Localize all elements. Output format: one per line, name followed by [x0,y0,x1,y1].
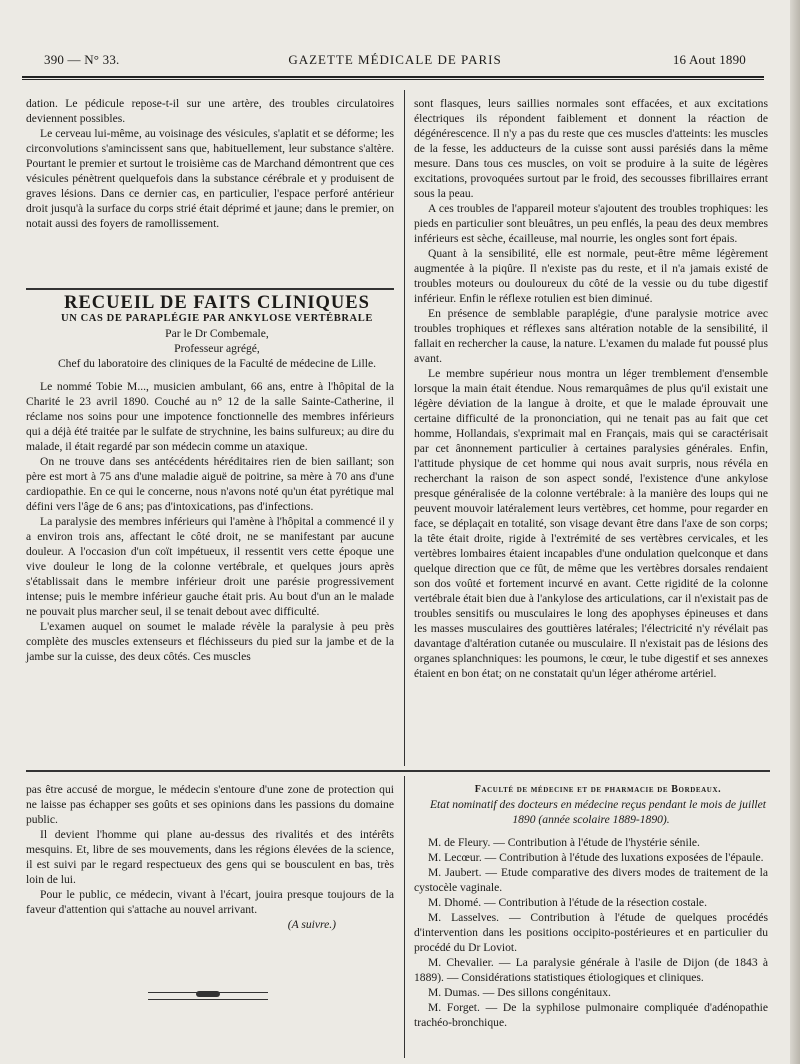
author-title: Professeur agrégé, [174,342,260,355]
column-divider-bottom [404,776,405,1058]
header-rule [22,76,764,80]
list-item: M. Lecœur. — Contribution à l'étude des luxations exposées de l'épaule. [428,851,764,864]
list-item: M. Lasselves. — Contribution à l'étude de quelques procédés d'intervention dans les positions occipito-postérieures et en particulier du procédé du Dr Loviot. [414,911,768,954]
bottom-left-column [26,782,394,932]
paragraph: Le nommé Tobie M..., musicien ambulant, 66 ans, entre à l'hôpital de la Charité le 23 avril 1890. Couché au n° 12 de la salle Sainte-Catherine, il réclame nos soins pour une impotence fonctionnelle des membres inférieurs qui a déjà été traitée par le sulfate de strychnine, les bains sulfureux; au dire du malade, il était regardé par son médecin comme un ataxique. [26,380,394,453]
paragraph: sont flasques, leurs saillies normales sont effacées, et aux excitations électriques ils répondent faiblement et donnent la réaction de dégénérescence. Il n'y a pas du reste que ces muscles d'atteints: les muscles de la fesse, les adducteurs de la cuisse sont aussi parésiés dans la même mesure. Dans tous ces muscles, on voit se produire à la suite de légères excitations, provoquées surtout par le froid, des secousses fibrillaires errant sous la peau. [414,97,768,200]
section-rule [26,288,394,290]
article-title: UN CAS DE PARAPLÉGIE PAR ANKYLOSE VERTÉBRALE [61,313,373,324]
journal-title: GAZETTE MÉDICALE DE PARIS [288,52,502,67]
ornament-divider [148,992,268,1000]
to-be-continued: (A suivre.) [287,918,336,931]
paragraph: Il devient l'homme qui plane au-dessus des rivalités et des intérêts mesquins. Et, libre de ses mouvements, dans les régions élevées de la science, il est suivi par le regard respectueux des gens qui se bousculent en bas, très loin de lui. [26,828,394,886]
list-item: M. Dhomé. — Contribution à l'étude de la résection costale. [428,896,707,909]
page-number: 390 — N° 33. [44,52,120,67]
list-item: M. de Fleury. — Contribution à l'étude de l'hystérie sénile. [428,836,700,849]
section-title: RECUEIL DE FAITS CLINIQUES [64,293,370,313]
list-item: M. Chevalier. — La paralysie générale à l'asile de Dijon (de 1843 à 1889). — Considérations statistiques étiologiques et cliniques. [414,956,768,984]
left-column-top [26,96,394,231]
paragraph: En présence de semblable paraplégie, d'une paralysie motrice avec troubles trophiques et réflexes sans altération notable de la sensibilité, il fallait en rechercher la cause, la nature. L'examen du malade fut poussé plus avant. [414,307,768,365]
issue-date: 16 Aout 1890 [672,52,746,67]
paragraph: La paralysie des membres inférieurs qui l'amène à l'hôpital a commencé il y a environ trois ans, affectant le côté droit, ne se manifestant par aucune douleur. A l'occasion d'un coït impétueux, il ressentit vers cette époque une vive douleur le long de la colonne vertébrale, et quelques jours après s'établissait dans le membre inférieur droit une parésie progressivement intense; puis le membre inférieur gauche était pris. Au bout d'un an le malade ne pouvait plus marcher seul, il se tenait debout avec difficulté. [26,515,394,618]
author-affiliation: Chef du laboratoire des cliniques de la Faculté de médecine de Lille. [57,357,377,370]
feuilleton-rule [26,770,770,772]
paragraph: Quant à la sensibilité, elle est normale, peut-être même légèrement augmentée à la piqûre. Il n'existe pas du reste, et il n'a jamais existé de troubles moteurs ou douloureux du côté de la vessie ou du tube digestif inférieur. Enfin le réflexe rotulien est bien diminué. [414,247,768,305]
right-column-case [414,96,768,681]
paragraph: On ne trouve dans ses antécédents héréditaires rien de bien saillant; son père est mort à 75 ans d'une maladie aiguë de poitrine, sa mère à 70 ans d'une cardiopathie. En ce qui le concerne, nous n'avons noté qu'un état pyrétique mal défini vers l'âge de 6 ans; pas d'intoxications, pas d'infections. [26,455,394,513]
paragraph: pas être accusé de morgue, le médecin s'entoure d'une zone de protection qui ne laisse pas échapper ses goûts et ses opinions dans les passions du domaine public. [26,783,394,826]
paragraph: Le membre supérieur nous montra un léger tremblement d'ensemble lorsque la main était étendue. Nous remarquâmes de plus qu'il existait une légère déviation de la langue à droite, et que le malade éprouvait une certaine difficulté de la prononciation, qui ne tenait pas au fait que cet homme, Hollandais, s'exprimait mal en Français, mais qui se caractérisait par cet ânonnement particulier à certaines paralysies générales. Enfin, l'attitude physique de cet homme qui nous avait surpris, nous révéla en recherchant la raison de son aspect sondé, l'existence d'une ankylose presque généralisée de la colonne vertébrale: à la manière des loups qui ne peuvent mouvoir latéralement leurs vertèbres, cet homme, pour regarder en face, se déplaçait en totalité, son visage devant être dans l'axe de son corps; la tête était droite, rigide à l'extrémité de ses vertèbres cervicales, et les vertèbres lombaires étaient incapables d'une ondulation quelconque et dans quelque direction que ce fût, de même que les vertèbres dorsales rendaient son dos voûté et fortement incurvé en avant. Cette rigidité de la colonne vertébrale était bien due à l'ankylose des articulations, car il n'existait pas de troubles sensitifs ou musculaires le long des apophyses épineuses et dans les masses musculaires des gouttières latérales; l'électricité n'y révélait pas davantage d'altération cutanée ou musculaire. Il n'existait pas de lésions des organes splanchniques: les poumons, le cœur, le tube digestif et ses annexes étaient en bon état; on ne constatait qu'un léger athérome artériel. [414,367,768,680]
list-item: M. Forget. — De la syphilose pulmonaire compliquée d'adénopathie trachéo-bronchique. [414,1001,768,1029]
list-item: M. Jaubert. — Etude comparative des divers modes de traitement de la cystocèle vaginale. [414,866,768,894]
paragraph: Le cerveau lui-même, au voisinage des vésicules, s'aplatit et se déforme; les circonvolutions s'amincissent sans que, habituellement, leur substance s'altère. Pourtant le premier et surtout le troisième cas de Marchand démontrent que ces vésicules pénètrent quelquefois dans la substance cérébrale et y produisent de graves lésions. Dans ce dernier cas, en particulier, l'espace perforé antérieur droit jusqu'à la surface du corps strié était déprimé et jaune; dans le premier, on notait aussi des foyers de ramollissement. [26,127,394,230]
faculty-list [414,782,768,1030]
column-divider [404,90,405,766]
author-line: Par le Dr Combemale, [165,327,269,340]
left-column-case [26,293,394,664]
list-item: M. Dumas. — Des sillons congénitaux. [428,986,611,999]
faculty-title: Faculté de médecine et de pharmacie de Bordeaux. [474,784,722,795]
page-edge [790,0,800,1064]
paragraph: L'examen auquel on soumet le malade révèle la paralysie à peu près complète des muscles extenseurs et fléchisseurs du pied sur la jambe et de la jambe sur la cuisse, des deux côtés. Ces muscles [26,620,394,663]
paragraph: A ces troubles de l'appareil moteur s'ajoutent des troubles trophiques: les pieds en particulier sont bleuâtres, un peu enflés, la peau des deux membres inférieurs est sèche, écailleuse, mal nourrie, les ongles sont fort épais. [414,202,768,245]
paragraph: dation. Le pédicule repose-t-il sur une artère, des troubles circulatoires deviennent possibles. [26,97,394,125]
paragraph: Pour le public, ce médecin, vivant à l'écart, jouira presque toujours de la faveur d'attention qui s'attache au nouvel arrivant. [26,888,394,916]
page-header [30,52,760,74]
faculty-subtitle: Etat nominatif des docteurs en médecine reçus pendant le mois de juillet 1890 (année scolaire 1889-1890). [429,798,767,826]
